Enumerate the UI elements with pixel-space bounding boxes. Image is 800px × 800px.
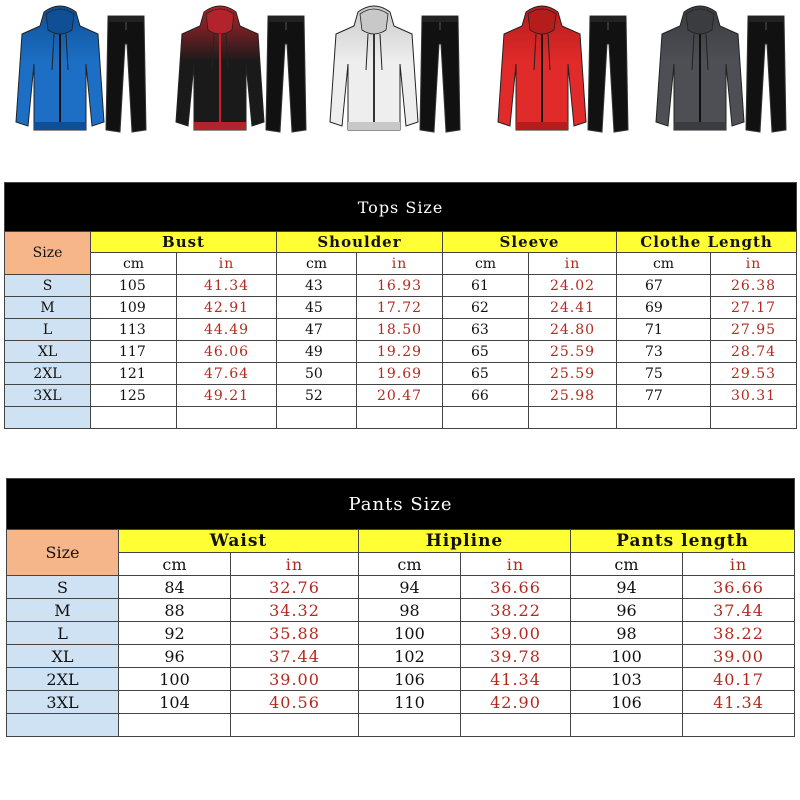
- cm-value: 96: [119, 645, 231, 668]
- empty-cell: [617, 407, 711, 429]
- empty-cell: [683, 714, 795, 737]
- size-cell: S: [7, 576, 119, 599]
- tops-size-table: [4, 182, 797, 429]
- empty-cell: [91, 407, 177, 429]
- pants-icon: [586, 14, 630, 136]
- in-value: 41.34: [683, 691, 795, 714]
- in-value: 49.21: [177, 385, 277, 407]
- white-tracksuit-image: [326, 2, 476, 136]
- unit-in: in: [529, 253, 617, 275]
- blue-tracksuit-image: [12, 2, 162, 136]
- in-value: 25.59: [529, 363, 617, 385]
- unit-cm: cm: [617, 253, 711, 275]
- empty-cell: [443, 407, 529, 429]
- tops-shoulder-header: Shoulder: [277, 232, 443, 253]
- cm-value: 92: [119, 622, 231, 645]
- size-cell: 3XL: [7, 691, 119, 714]
- in-value: 25.59: [529, 341, 617, 363]
- table-row: [5, 275, 797, 297]
- pants-title: Pants Size: [7, 479, 795, 530]
- in-value: 34.32: [231, 599, 359, 622]
- in-value: 36.66: [683, 576, 795, 599]
- size-cell: XL: [5, 341, 91, 363]
- in-value: 44.49: [177, 319, 277, 341]
- hoodie-icon: [496, 4, 588, 136]
- in-value: 39.78: [461, 645, 571, 668]
- in-value: 24.02: [529, 275, 617, 297]
- table-row: [5, 319, 797, 341]
- empty-cell: [7, 714, 119, 737]
- in-value: 24.41: [529, 297, 617, 319]
- in-value: 47.64: [177, 363, 277, 385]
- cm-value: 65: [443, 341, 529, 363]
- in-value: 19.29: [357, 341, 443, 363]
- in-value: 41.34: [461, 668, 571, 691]
- pants-icon: [264, 14, 308, 136]
- table-row: [5, 363, 797, 385]
- size-cell: M: [7, 599, 119, 622]
- in-value: 27.17: [711, 297, 797, 319]
- size-cell: M: [5, 297, 91, 319]
- size-cell: L: [7, 622, 119, 645]
- cm-value: 105: [91, 275, 177, 297]
- in-value: 32.76: [231, 576, 359, 599]
- pants-hipline-header: Hipline: [359, 530, 571, 553]
- in-value: 42.91: [177, 297, 277, 319]
- cm-value: 106: [571, 691, 683, 714]
- hoodie-icon: [328, 4, 420, 136]
- cm-value: 45: [277, 297, 357, 319]
- in-value: 39.00: [231, 668, 359, 691]
- red-tracksuit-image: [494, 2, 644, 136]
- in-value: 26.38: [711, 275, 797, 297]
- in-value: 36.66: [461, 576, 571, 599]
- empty-cell: [5, 407, 91, 429]
- in-value: 38.22: [461, 599, 571, 622]
- cm-value: 49: [277, 341, 357, 363]
- unit-cm: cm: [571, 553, 683, 576]
- size-cell: 2XL: [7, 668, 119, 691]
- pants-icon: [744, 14, 788, 136]
- in-value: 39.00: [683, 645, 795, 668]
- in-value: 24.80: [529, 319, 617, 341]
- in-value: 40.56: [231, 691, 359, 714]
- cm-value: 98: [359, 599, 461, 622]
- pants-waist-header: Waist: [119, 530, 359, 553]
- empty-cell: [119, 714, 231, 737]
- cm-value: 50: [277, 363, 357, 385]
- cm-value: 96: [571, 599, 683, 622]
- product-photo-strip: [0, 0, 800, 140]
- tops-sleeve-header: Sleeve: [443, 232, 617, 253]
- cm-value: 66: [443, 385, 529, 407]
- unit-cm: cm: [91, 253, 177, 275]
- unit-cm: cm: [359, 553, 461, 576]
- size-cell: 3XL: [5, 385, 91, 407]
- empty-cell: [461, 714, 571, 737]
- unit-in: in: [683, 553, 795, 576]
- size-cell: XL: [7, 645, 119, 668]
- pants-length-header: Pants length: [571, 530, 795, 553]
- cm-value: 106: [359, 668, 461, 691]
- cm-value: 98: [571, 622, 683, 645]
- table-row: [7, 576, 795, 599]
- cm-value: 103: [571, 668, 683, 691]
- empty-cell: [357, 407, 443, 429]
- unit-cm: cm: [119, 553, 231, 576]
- cm-value: 102: [359, 645, 461, 668]
- empty-cell: [529, 407, 617, 429]
- table-row: [7, 691, 795, 714]
- in-value: 19.69: [357, 363, 443, 385]
- cm-value: 117: [91, 341, 177, 363]
- grey-tracksuit-image: [652, 2, 800, 136]
- cm-value: 52: [277, 385, 357, 407]
- cm-value: 75: [617, 363, 711, 385]
- table-row: [5, 385, 797, 407]
- cm-value: 43: [277, 275, 357, 297]
- black-red-tracksuit-image: [172, 2, 322, 136]
- in-value: 17.72: [357, 297, 443, 319]
- in-value: 20.47: [357, 385, 443, 407]
- unit-in: in: [177, 253, 277, 275]
- pants-icon: [104, 14, 148, 136]
- unit-in: in: [461, 553, 571, 576]
- cm-value: 84: [119, 576, 231, 599]
- cm-value: 71: [617, 319, 711, 341]
- unit-in: in: [711, 253, 797, 275]
- in-value: 16.93: [357, 275, 443, 297]
- cm-value: 65: [443, 363, 529, 385]
- unit-cm: cm: [277, 253, 357, 275]
- in-value: 29.53: [711, 363, 797, 385]
- tops-bust-header: Bust: [91, 232, 277, 253]
- cm-value: 100: [119, 668, 231, 691]
- unit-in: in: [357, 253, 443, 275]
- table-row: [7, 645, 795, 668]
- hoodie-icon: [14, 4, 106, 136]
- cm-value: 100: [359, 622, 461, 645]
- pants-icon: [418, 14, 462, 136]
- cm-value: 47: [277, 319, 357, 341]
- in-value: 30.31: [711, 385, 797, 407]
- cm-value: 125: [91, 385, 177, 407]
- size-cell: S: [5, 275, 91, 297]
- cm-value: 88: [119, 599, 231, 622]
- tops-clothe-length-header: Clothe Length: [617, 232, 797, 253]
- in-value: 39.00: [461, 622, 571, 645]
- empty-row: [7, 714, 795, 737]
- table-row: [5, 341, 797, 363]
- pants-size-table: [6, 478, 795, 737]
- empty-cell: [177, 407, 277, 429]
- cm-value: 94: [571, 576, 683, 599]
- cm-value: 62: [443, 297, 529, 319]
- in-value: 40.17: [683, 668, 795, 691]
- cm-value: 104: [119, 691, 231, 714]
- empty-row: [5, 407, 797, 429]
- empty-cell: [571, 714, 683, 737]
- cm-value: 63: [443, 319, 529, 341]
- in-value: 38.22: [683, 622, 795, 645]
- cm-value: 67: [617, 275, 711, 297]
- hoodie-icon: [654, 4, 746, 136]
- cm-value: 77: [617, 385, 711, 407]
- cm-value: 73: [617, 341, 711, 363]
- cm-value: 100: [571, 645, 683, 668]
- empty-cell: [231, 714, 359, 737]
- table-row: [7, 599, 795, 622]
- cm-value: 110: [359, 691, 461, 714]
- tops-size-header: Size: [5, 232, 91, 275]
- hoodie-icon: [174, 4, 266, 136]
- in-value: 35.88: [231, 622, 359, 645]
- size-cell: 2XL: [5, 363, 91, 385]
- in-value: 37.44: [231, 645, 359, 668]
- in-value: 42.90: [461, 691, 571, 714]
- in-value: 37.44: [683, 599, 795, 622]
- cm-value: 121: [91, 363, 177, 385]
- unit-cm: cm: [443, 253, 529, 275]
- empty-cell: [359, 714, 461, 737]
- pants-size-header: Size: [7, 530, 119, 576]
- cm-value: 113: [91, 319, 177, 341]
- empty-cell: [277, 407, 357, 429]
- in-value: 46.06: [177, 341, 277, 363]
- in-value: 25.98: [529, 385, 617, 407]
- cm-value: 69: [617, 297, 711, 319]
- in-value: 18.50: [357, 319, 443, 341]
- in-value: 27.95: [711, 319, 797, 341]
- cm-value: 61: [443, 275, 529, 297]
- size-cell: L: [5, 319, 91, 341]
- in-value: 28.74: [711, 341, 797, 363]
- cm-value: 109: [91, 297, 177, 319]
- in-value: 41.34: [177, 275, 277, 297]
- table-row: [7, 622, 795, 645]
- tops-title: Tops Size: [5, 183, 797, 232]
- cm-value: 94: [359, 576, 461, 599]
- unit-in: in: [231, 553, 359, 576]
- table-row: [7, 668, 795, 691]
- table-row: [5, 297, 797, 319]
- empty-cell: [711, 407, 797, 429]
